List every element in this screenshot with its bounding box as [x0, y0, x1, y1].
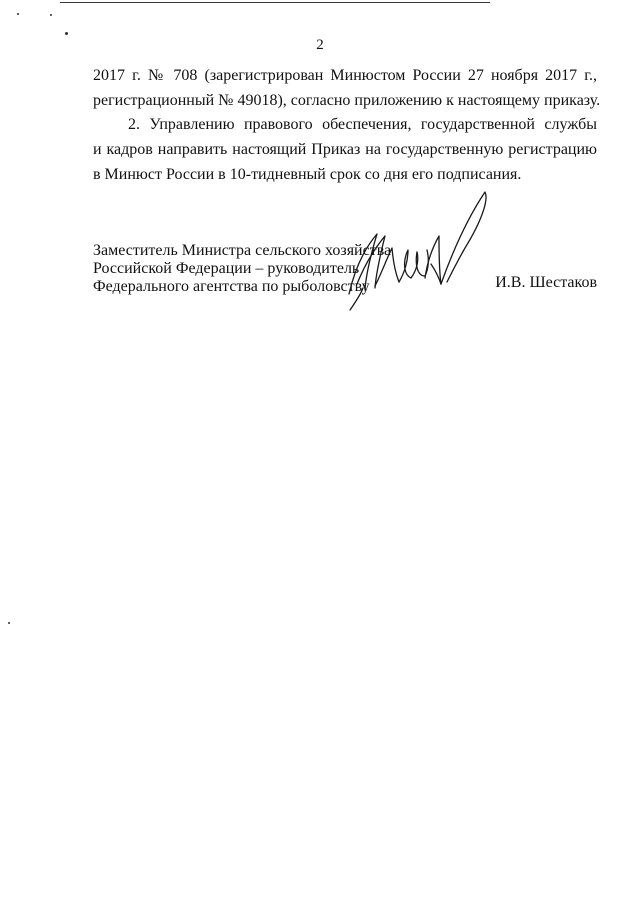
- top-edge-line: [60, 2, 490, 3]
- signer-title-line-2: Российской Федерации – руководитель: [93, 260, 360, 277]
- scan-speck: [8, 622, 10, 624]
- page-number: 2: [316, 37, 324, 53]
- paragraph-2-line-1: 2. Управлению правового обеспечения, государственной службы: [128, 116, 597, 133]
- paragraph-2-line-2: и кадров направить настоящий Приказ на государственную регистрацию: [93, 141, 597, 158]
- paragraph-1-line-1: 2017 г. № 708 (зарегистрирован Минюстом России 27 ноября 2017 г.,: [93, 67, 597, 84]
- signer-title-line-3: Федерального агентства по рыболовству: [93, 278, 370, 295]
- paragraph-2-line-3: в Минюст России в 10-тидневный срок со дня его подписания.: [93, 166, 522, 183]
- paragraph-2: [93, 112, 597, 187]
- scan-speck: [50, 14, 52, 16]
- handwritten-signature: [335, 186, 505, 311]
- scan-speck: [17, 13, 19, 15]
- signer-name: И.В. Шестаков: [495, 274, 597, 291]
- signer-title-line-1: Заместитель Министра сельского хозяйства: [93, 242, 392, 259]
- paragraph-1: [93, 63, 601, 113]
- scan-speck: [65, 32, 68, 35]
- paragraph-1-line-2: регистрационный № 49018), согласно приложению к настоящему приказу.: [93, 92, 601, 109]
